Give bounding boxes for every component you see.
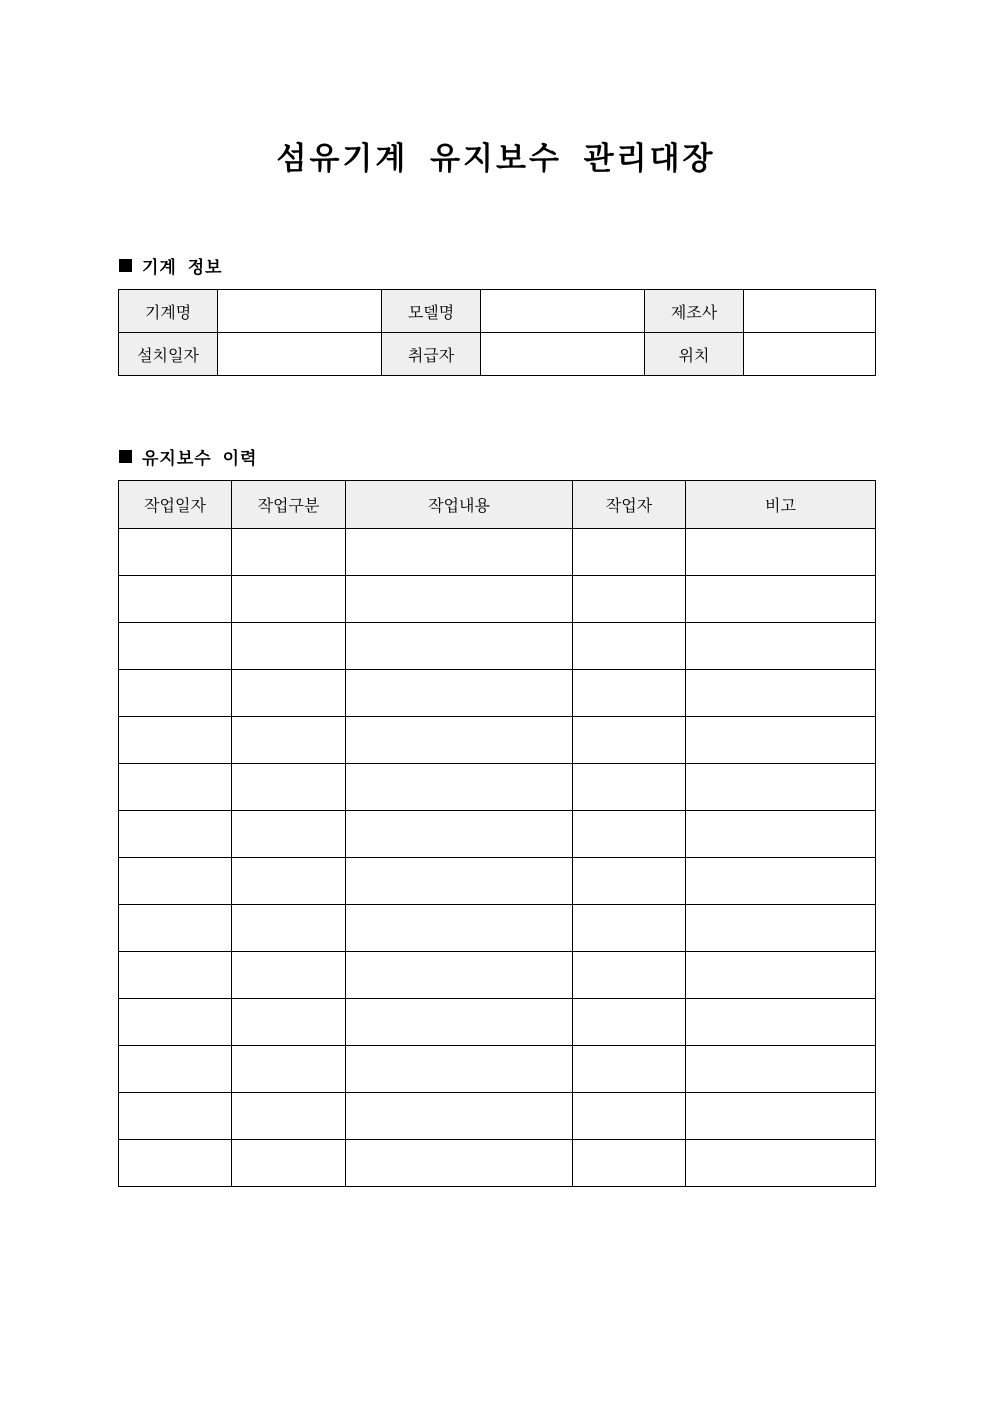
table-cell[interactable] <box>346 717 573 764</box>
table-cell[interactable] <box>232 905 346 952</box>
table-cell[interactable] <box>346 623 573 670</box>
info-label: 위치 <box>645 333 744 376</box>
table-cell[interactable] <box>119 999 232 1046</box>
table-row <box>119 1140 876 1187</box>
table-cell[interactable] <box>346 905 573 952</box>
column-header: 작업내용 <box>346 481 573 529</box>
table-cell[interactable] <box>573 717 686 764</box>
table-row <box>119 858 876 905</box>
table-cell[interactable] <box>232 1140 346 1187</box>
table-cell[interactable] <box>573 576 686 623</box>
table-cell[interactable] <box>573 1140 686 1187</box>
info-label: 제조사 <box>645 290 744 333</box>
table-cell[interactable] <box>686 717 876 764</box>
table-cell[interactable] <box>686 623 876 670</box>
table-cell[interactable] <box>686 858 876 905</box>
table-row <box>119 905 876 952</box>
table-cell[interactable] <box>573 529 686 576</box>
section-heading-maintenance-history <box>119 444 257 469</box>
table-cell[interactable] <box>573 623 686 670</box>
machine-info-table <box>118 289 876 376</box>
table-cell[interactable] <box>119 623 232 670</box>
table-cell[interactable] <box>232 623 346 670</box>
table-cell[interactable] <box>346 1046 573 1093</box>
table-cell[interactable] <box>346 858 573 905</box>
info-label: 설치일자 <box>119 333 218 376</box>
info-value-field[interactable] <box>744 333 876 376</box>
table-cell[interactable] <box>119 1093 232 1140</box>
table-cell[interactable] <box>346 764 573 811</box>
table-row <box>119 576 876 623</box>
table-cell[interactable] <box>119 717 232 764</box>
table-cell[interactable] <box>119 858 232 905</box>
table-cell[interactable] <box>232 1046 346 1093</box>
table-cell[interactable] <box>346 670 573 717</box>
black-square-icon <box>119 259 132 272</box>
table-cell[interactable] <box>573 764 686 811</box>
table-cell[interactable] <box>119 905 232 952</box>
table-row <box>119 1093 876 1140</box>
column-header: 작업일자 <box>119 481 232 529</box>
table-cell[interactable] <box>573 952 686 999</box>
table-cell[interactable] <box>346 576 573 623</box>
table-cell[interactable] <box>232 529 346 576</box>
table-cell[interactable] <box>346 529 573 576</box>
info-value-field[interactable] <box>481 290 645 333</box>
maintenance-history-table <box>118 480 876 1187</box>
table-cell[interactable] <box>686 1140 876 1187</box>
table-cell[interactable] <box>119 1046 232 1093</box>
page-title: 섬유기계 유지보수 관리대장 <box>276 141 716 177</box>
table-cell[interactable] <box>232 952 346 999</box>
column-header: 작업자 <box>573 481 686 529</box>
table-cell[interactable] <box>119 529 232 576</box>
section-heading-label: 유지보수 이력 <box>142 449 258 469</box>
table-row <box>119 670 876 717</box>
section-heading-label: 기계 정보 <box>142 258 223 278</box>
info-row <box>119 290 876 333</box>
table-cell[interactable] <box>346 952 573 999</box>
table-cell[interactable] <box>119 576 232 623</box>
table-cell[interactable] <box>573 1046 686 1093</box>
table-cell[interactable] <box>686 905 876 952</box>
table-row <box>119 529 876 576</box>
table-cell[interactable] <box>573 811 686 858</box>
table-cell[interactable] <box>232 811 346 858</box>
table-cell[interactable] <box>346 1093 573 1140</box>
column-header: 비고 <box>686 481 876 529</box>
black-square-icon <box>119 450 132 463</box>
table-cell[interactable] <box>686 1093 876 1140</box>
info-value-field[interactable] <box>481 333 645 376</box>
table-cell[interactable] <box>573 999 686 1046</box>
info-label: 취급자 <box>382 333 481 376</box>
table-cell[interactable] <box>232 764 346 811</box>
table-cell[interactable] <box>686 529 876 576</box>
table-cell[interactable] <box>119 952 232 999</box>
table-cell[interactable] <box>686 811 876 858</box>
table-cell[interactable] <box>346 999 573 1046</box>
table-row <box>119 764 876 811</box>
table-cell[interactable] <box>573 1093 686 1140</box>
table-row <box>119 717 876 764</box>
table-cell[interactable] <box>119 1140 232 1187</box>
info-value-field[interactable] <box>218 290 382 333</box>
table-cell[interactable] <box>119 670 232 717</box>
section-heading-machine-info <box>119 253 223 278</box>
table-row <box>119 952 876 999</box>
info-value-field[interactable] <box>218 333 382 376</box>
table-cell[interactable] <box>573 905 686 952</box>
table-cell[interactable] <box>232 576 346 623</box>
table-cell[interactable] <box>119 811 232 858</box>
table-cell[interactable] <box>232 858 346 905</box>
table-cell[interactable] <box>232 1093 346 1140</box>
table-cell[interactable] <box>232 717 346 764</box>
table-cell[interactable] <box>686 999 876 1046</box>
table-cell[interactable] <box>686 576 876 623</box>
table-cell[interactable] <box>686 670 876 717</box>
table-row <box>119 999 876 1046</box>
table-row <box>119 1046 876 1093</box>
info-label: 기계명 <box>119 290 218 333</box>
table-cell[interactable] <box>232 670 346 717</box>
info-value-field[interactable] <box>744 290 876 333</box>
table-cell[interactable] <box>232 999 346 1046</box>
info-label: 모델명 <box>382 290 481 333</box>
table-cell[interactable] <box>573 670 686 717</box>
table-cell[interactable] <box>686 764 876 811</box>
table-cell[interactable] <box>686 952 876 999</box>
column-header: 작업구분 <box>232 481 346 529</box>
table-row <box>119 623 876 670</box>
info-row <box>119 333 876 376</box>
table-cell[interactable] <box>346 811 573 858</box>
table-cell[interactable] <box>686 1046 876 1093</box>
table-cell[interactable] <box>119 764 232 811</box>
table-row <box>119 811 876 858</box>
table-cell[interactable] <box>573 858 686 905</box>
table-cell[interactable] <box>346 1140 573 1187</box>
